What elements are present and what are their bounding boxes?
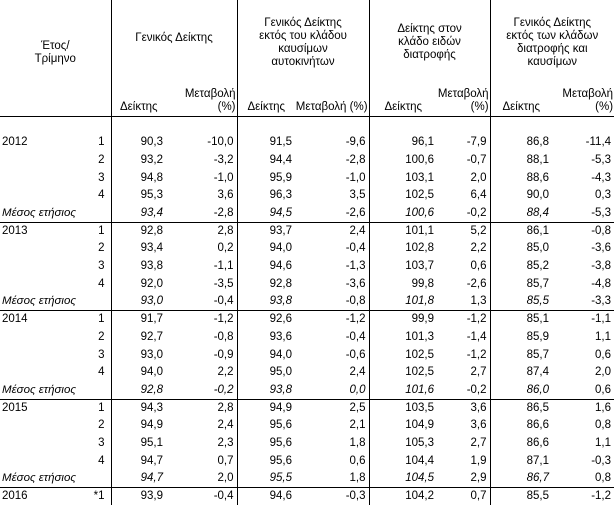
avg-change-value: 0,8 bbox=[595, 472, 612, 485]
change-value: 0,8 bbox=[595, 419, 612, 432]
change-value: -0,8 bbox=[213, 330, 234, 343]
year-cell bbox=[0, 152, 76, 170]
annual-average-label: Μέσος ετήσιος bbox=[2, 206, 76, 219]
index-value: 93,6 bbox=[237, 329, 295, 347]
year-cell: 2016 bbox=[2, 490, 28, 503]
index-value: 85,9 bbox=[490, 329, 552, 347]
quarter-cell: 1 bbox=[98, 225, 105, 238]
table-row bbox=[0, 488, 614, 506]
sub-header-change: Μεταβολή (%) bbox=[184, 87, 236, 113]
quarter-cell: 4 bbox=[98, 189, 105, 202]
index-value: 93,2 bbox=[111, 152, 166, 170]
year-cell bbox=[0, 258, 76, 276]
year-cell bbox=[0, 364, 76, 382]
annual-average-label: Μέσος ετήσιος bbox=[2, 383, 76, 396]
year-cell bbox=[0, 276, 76, 294]
change-value: 0,3 bbox=[595, 189, 612, 202]
avg-index-value: 93,0 bbox=[111, 293, 166, 311]
index-value: 94,6 bbox=[237, 258, 295, 276]
change-value: -9,6 bbox=[345, 136, 366, 149]
quarter-cell: 4 bbox=[98, 454, 105, 467]
change-value: -3,6 bbox=[345, 277, 366, 290]
index-value: 85,0 bbox=[490, 240, 552, 258]
avg-change-value: -0,8 bbox=[345, 295, 366, 308]
index-value: 94,9 bbox=[111, 417, 166, 435]
change-value: -0,7 bbox=[466, 154, 487, 167]
change-value: -0,3 bbox=[345, 490, 366, 503]
index-value: 104,4 bbox=[369, 452, 437, 470]
index-value: 101,1 bbox=[369, 222, 437, 240]
avg-index-value: 100,6 bbox=[369, 205, 437, 223]
index-value: 87,4 bbox=[490, 364, 552, 382]
year-cell bbox=[0, 346, 76, 364]
index-value: 95,1 bbox=[111, 435, 166, 453]
avg-index-value: 92,8 bbox=[111, 382, 166, 400]
avg-change-value: 2,9 bbox=[470, 472, 487, 485]
sub-header-index: Δείκτης bbox=[237, 85, 295, 116]
index-value: 87,1 bbox=[490, 452, 552, 470]
change-value: -3,2 bbox=[213, 154, 234, 167]
index-value: 94,9 bbox=[237, 399, 295, 417]
index-value: 104,9 bbox=[369, 417, 437, 435]
change-value: 2,1 bbox=[349, 419, 366, 432]
index-value: 93,7 bbox=[237, 222, 295, 240]
change-value: -0,4 bbox=[345, 242, 366, 255]
change-value: -7,9 bbox=[466, 136, 487, 149]
avg-change-value: -2,8 bbox=[213, 206, 234, 219]
index-value: 91,5 bbox=[237, 134, 295, 152]
index-value: 86,6 bbox=[490, 435, 552, 453]
quarter-cell: 4 bbox=[98, 277, 105, 290]
group-header-excl-food-fuel: Γενικός Δείκτης εκτός των κλάδων διατροφής και καυσίμων bbox=[490, 0, 614, 85]
year-cell: 2012 bbox=[2, 136, 28, 149]
change-value: -0,4 bbox=[345, 330, 366, 343]
change-value: 6,4 bbox=[470, 189, 487, 202]
index-value: 93,0 bbox=[111, 346, 166, 364]
change-value: -1,0 bbox=[213, 171, 234, 184]
table-row bbox=[0, 169, 614, 187]
change-value: 2,7 bbox=[470, 437, 487, 450]
change-value: 1,1 bbox=[595, 437, 612, 450]
table-row bbox=[0, 222, 614, 240]
table-row bbox=[0, 364, 614, 382]
avg-index-value: 94,5 bbox=[237, 205, 295, 223]
index-value: 105,3 bbox=[369, 435, 437, 453]
year-cell bbox=[0, 187, 76, 205]
change-value: -3,8 bbox=[591, 260, 612, 273]
annual-average-row bbox=[0, 382, 614, 400]
group-header-food: Δείκτης στον κλάδο ειδών διατροφής bbox=[369, 0, 490, 85]
quarter-cell: 2 bbox=[98, 330, 105, 343]
avg-change-value: 1,8 bbox=[349, 472, 366, 485]
index-value: 96,3 bbox=[237, 187, 295, 205]
index-value: 95,6 bbox=[237, 417, 295, 435]
change-value: -1,2 bbox=[466, 348, 487, 361]
change-value: 2,0 bbox=[595, 366, 612, 379]
change-value: 3,6 bbox=[470, 419, 487, 432]
avg-change-value: 2,0 bbox=[217, 472, 234, 485]
table-row bbox=[0, 329, 614, 347]
index-value: 103,5 bbox=[369, 399, 437, 417]
index-value: 85,7 bbox=[490, 276, 552, 294]
change-value: 5,2 bbox=[470, 225, 487, 238]
avg-index-value: 86,7 bbox=[490, 470, 552, 488]
index-value: 94,3 bbox=[111, 399, 166, 417]
group-header-excl-fuel: Γενικός Δείκτης εκτός του κλάδου καυσίμων αυτοκινήτων bbox=[237, 0, 369, 85]
sub-header-change: Μεταβολή (%) bbox=[295, 100, 368, 113]
index-value: 93,4 bbox=[111, 240, 166, 258]
change-value: -11,4 bbox=[585, 136, 612, 149]
change-value: -1,2 bbox=[466, 313, 487, 326]
change-value: 1,6 bbox=[595, 401, 612, 414]
change-value: -1,0 bbox=[345, 171, 366, 184]
change-value: 2,2 bbox=[217, 366, 234, 379]
sub-header-change: Μεταβολή (%) bbox=[562, 87, 614, 113]
change-value: -4,3 bbox=[591, 171, 612, 184]
index-value: 94,8 bbox=[111, 169, 166, 187]
table-row bbox=[0, 399, 614, 417]
table-row bbox=[0, 187, 614, 205]
index-value: 91,7 bbox=[111, 311, 166, 329]
change-value: 0,2 bbox=[217, 242, 234, 255]
index-value: 86,1 bbox=[490, 222, 552, 240]
avg-index-value: 93,4 bbox=[111, 205, 166, 223]
index-value: 88,6 bbox=[490, 169, 552, 187]
year-quarter-header: Έτος/ Τρίμηνο bbox=[34, 40, 76, 65]
index-value: 102,5 bbox=[369, 346, 437, 364]
table-row bbox=[0, 134, 614, 152]
quarter-cell: 2 bbox=[98, 419, 105, 432]
index-value: 104,2 bbox=[369, 488, 437, 506]
change-value: 1,9 bbox=[470, 454, 487, 467]
index-value: 95,6 bbox=[237, 435, 295, 453]
quarter-cell: 4 bbox=[98, 366, 105, 379]
change-value: 3,6 bbox=[217, 189, 234, 202]
sub-header-index: Δείκτης bbox=[111, 85, 166, 116]
index-value: 94,0 bbox=[237, 346, 295, 364]
change-value: 2,7 bbox=[470, 366, 487, 379]
change-value: -0,6 bbox=[345, 348, 366, 361]
avg-index-value: 85,5 bbox=[490, 293, 552, 311]
index-value: 95,9 bbox=[237, 169, 295, 187]
change-value: 2,4 bbox=[349, 225, 366, 238]
index-value: 90,0 bbox=[490, 187, 552, 205]
index-value: 101,3 bbox=[369, 329, 437, 347]
index-value: 86,8 bbox=[490, 134, 552, 152]
index-value: 94,4 bbox=[237, 152, 295, 170]
change-value: 0,6 bbox=[595, 348, 612, 361]
change-value: -1,1 bbox=[591, 313, 612, 326]
change-value: 2,8 bbox=[217, 401, 234, 414]
index-value: 100,6 bbox=[369, 152, 437, 170]
change-value: 0,6 bbox=[470, 260, 487, 273]
change-value: -0,8 bbox=[591, 225, 612, 238]
table-row bbox=[0, 258, 614, 276]
sub-header-change: Μεταβολή (%) bbox=[437, 87, 489, 113]
table-row bbox=[0, 417, 614, 435]
annual-average-label: Μέσος ετήσιος bbox=[2, 472, 76, 485]
index-value: 85,2 bbox=[490, 258, 552, 276]
avg-index-value: 93,8 bbox=[237, 382, 295, 400]
index-value: 88,1 bbox=[490, 152, 552, 170]
index-value: 90,3 bbox=[111, 134, 166, 152]
year-cell: 2013 bbox=[2, 225, 28, 238]
change-value: -1,4 bbox=[466, 330, 487, 343]
index-value: 92,0 bbox=[111, 276, 166, 294]
annual-average-row bbox=[0, 470, 614, 488]
table-row bbox=[0, 152, 614, 170]
year-cell: 2014 bbox=[2, 313, 28, 326]
avg-change-value: -0,4 bbox=[213, 295, 234, 308]
avg-change-value: 0,6 bbox=[595, 383, 612, 396]
avg-change-value: -5,3 bbox=[591, 206, 612, 219]
index-value: 92,8 bbox=[237, 276, 295, 294]
index-value: 102,5 bbox=[369, 187, 437, 205]
change-value: 2,2 bbox=[470, 242, 487, 255]
change-value: 3,5 bbox=[349, 189, 366, 202]
change-value: 0,7 bbox=[217, 454, 234, 467]
change-value: -5,3 bbox=[591, 154, 612, 167]
index-value: 95,0 bbox=[237, 364, 295, 382]
change-value: -1,3 bbox=[345, 260, 366, 273]
index-value: 85,1 bbox=[490, 311, 552, 329]
table-row bbox=[0, 276, 614, 294]
avg-index-value: 86,0 bbox=[490, 382, 552, 400]
annual-average-row bbox=[0, 293, 614, 311]
avg-index-value: 101,6 bbox=[369, 382, 437, 400]
change-value: 1,1 bbox=[595, 330, 612, 343]
group-header-general-index: Γενικός Δείκτης bbox=[111, 0, 237, 85]
avg-change-value: 0,0 bbox=[349, 383, 366, 396]
change-value: -1,2 bbox=[591, 490, 612, 503]
index-value: 93,8 bbox=[111, 258, 166, 276]
quarter-cell: 1 bbox=[98, 313, 105, 326]
year-cell bbox=[0, 169, 76, 187]
index-value: 103,7 bbox=[369, 258, 437, 276]
sub-header-index: Δείκτης bbox=[369, 85, 437, 116]
index-value: 94,6 bbox=[237, 488, 295, 506]
index-value: 99,9 bbox=[369, 311, 437, 329]
avg-change-value: -2,6 bbox=[345, 206, 366, 219]
quarter-cell: 2 bbox=[98, 242, 105, 255]
change-value: -10,0 bbox=[207, 136, 234, 149]
annual-average-label: Μέσος ετήσιος bbox=[2, 295, 76, 308]
avg-change-value: -0,2 bbox=[466, 206, 487, 219]
index-value: 94,7 bbox=[111, 452, 166, 470]
avg-change-value: -0,2 bbox=[213, 383, 234, 396]
year-cell bbox=[0, 435, 76, 453]
index-value: 95,6 bbox=[237, 452, 295, 470]
index-value: 93,9 bbox=[111, 488, 166, 506]
quarter-cell: 1 bbox=[98, 136, 105, 149]
quarter-cell: 3 bbox=[98, 437, 105, 450]
annual-average-row bbox=[0, 205, 614, 223]
avg-index-value: 95,5 bbox=[237, 470, 295, 488]
change-value: -0,4 bbox=[213, 490, 234, 503]
table-row bbox=[0, 346, 614, 364]
change-value: 2,4 bbox=[349, 366, 366, 379]
change-value: 2,8 bbox=[217, 225, 234, 238]
index-value: 94,0 bbox=[111, 364, 166, 382]
avg-index-value: 101,8 bbox=[369, 293, 437, 311]
index-value: 95,3 bbox=[111, 187, 166, 205]
table-row bbox=[0, 452, 614, 470]
avg-index-value: 104,5 bbox=[369, 470, 437, 488]
index-value: 85,5 bbox=[490, 488, 552, 506]
index-value: 96,1 bbox=[369, 134, 437, 152]
avg-index-value: 88,4 bbox=[490, 205, 552, 223]
year-cell bbox=[0, 329, 76, 347]
change-value: 0,6 bbox=[349, 454, 366, 467]
year-cell bbox=[0, 417, 76, 435]
index-value: 86,6 bbox=[490, 417, 552, 435]
quarter-cell: *1 bbox=[93, 490, 105, 503]
avg-change-value: 1,3 bbox=[470, 295, 487, 308]
change-value: -3,6 bbox=[591, 242, 612, 255]
change-value: 2,0 bbox=[470, 171, 487, 184]
change-value: 1,8 bbox=[349, 437, 366, 450]
index-value: 94,0 bbox=[237, 240, 295, 258]
quarter-cell: 3 bbox=[98, 348, 105, 361]
change-value: -1,2 bbox=[345, 313, 366, 326]
change-value: -1,2 bbox=[213, 313, 234, 326]
change-value: -1,1 bbox=[213, 260, 234, 273]
change-value: -3,5 bbox=[213, 277, 234, 290]
avg-change-value: -0,2 bbox=[466, 383, 487, 396]
index-value: 99,8 bbox=[369, 276, 437, 294]
quarter-cell: 1 bbox=[98, 401, 105, 414]
change-value: 2,4 bbox=[217, 419, 234, 432]
change-value: 3,6 bbox=[470, 401, 487, 414]
change-value: -4,8 bbox=[591, 277, 612, 290]
change-value: 2,5 bbox=[349, 401, 366, 414]
table-row bbox=[0, 435, 614, 453]
index-value: 85,7 bbox=[490, 346, 552, 364]
year-cell: 2015 bbox=[2, 401, 28, 414]
change-value: -0,9 bbox=[213, 348, 234, 361]
change-value: -2,8 bbox=[345, 154, 366, 167]
change-value: 2,3 bbox=[217, 437, 234, 450]
table-row bbox=[0, 311, 614, 329]
quarter-cell: 3 bbox=[98, 260, 105, 273]
avg-change-value: -3,3 bbox=[591, 295, 612, 308]
index-value: 92,6 bbox=[237, 311, 295, 329]
quarter-cell: 2 bbox=[98, 154, 105, 167]
year-cell bbox=[0, 452, 76, 470]
sub-header-index: Δείκτης bbox=[490, 85, 552, 116]
change-value: 0,7 bbox=[470, 490, 487, 503]
year-cell bbox=[0, 240, 76, 258]
quarter-cell: 3 bbox=[98, 171, 105, 184]
index-value: 103,1 bbox=[369, 169, 437, 187]
index-value: 102,8 bbox=[369, 240, 437, 258]
change-value: -2,6 bbox=[466, 277, 487, 290]
avg-index-value: 93,8 bbox=[237, 293, 295, 311]
avg-index-value: 94,7 bbox=[111, 470, 166, 488]
table-row bbox=[0, 240, 614, 258]
index-value: 92,8 bbox=[111, 222, 166, 240]
index-value: 102,5 bbox=[369, 364, 437, 382]
change-value: -0,3 bbox=[591, 454, 612, 467]
index-value: 86,5 bbox=[490, 399, 552, 417]
index-value: 92,7 bbox=[111, 329, 166, 347]
